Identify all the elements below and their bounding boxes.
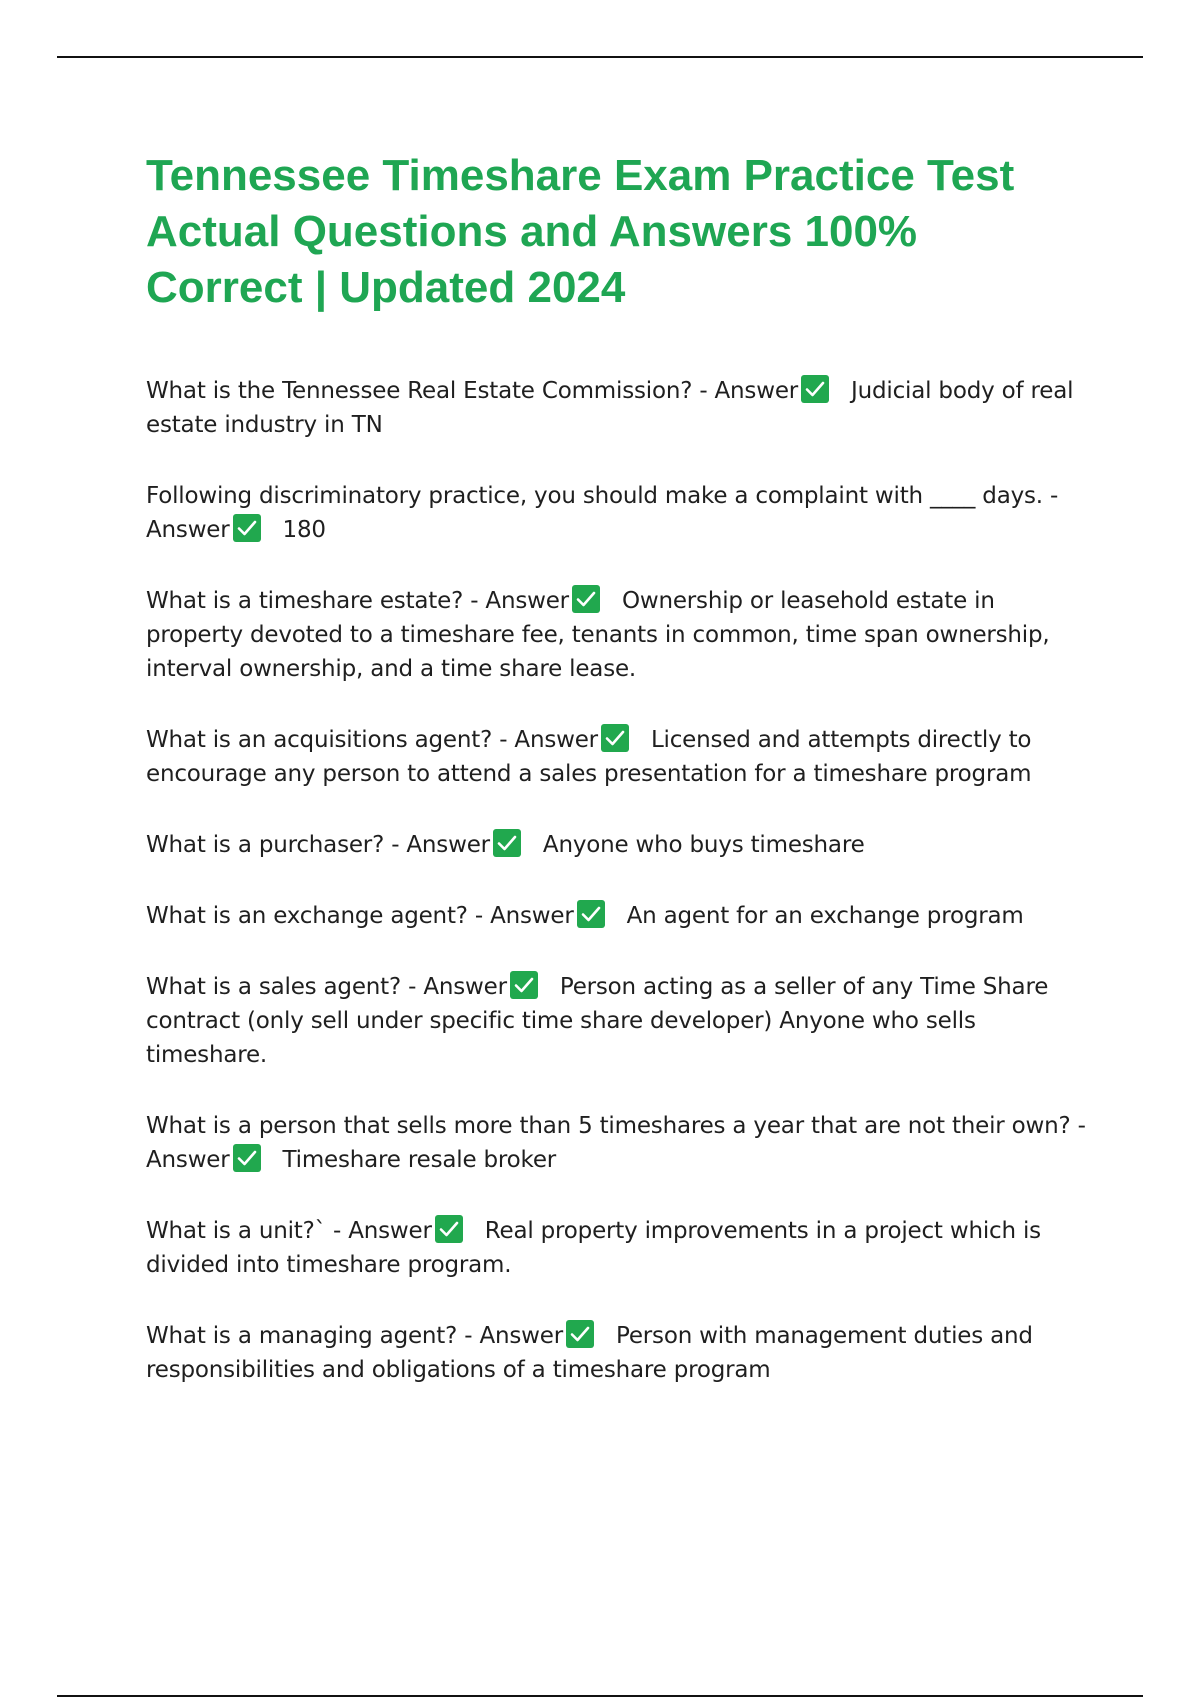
qa-item xyxy=(146,828,1096,862)
answer-label: - Answer xyxy=(692,378,799,404)
answer-text: 180 xyxy=(282,517,326,543)
answer-label: - Answer xyxy=(467,903,574,929)
answer-text: Real property improvements in a project which is divided into timeshare program. xyxy=(146,1218,1041,1278)
bottom-divider xyxy=(57,1695,1143,1697)
answer-text: Ownership or leasehold estate in property devoted to a timeshare fee, tenants in common, time span ownership, interval ownership, and a time share lease. xyxy=(146,588,1050,682)
check-mark-icon xyxy=(233,514,261,542)
qa-item xyxy=(146,1109,1096,1177)
check-mark-icon xyxy=(566,1320,594,1348)
answer-label: - Answer xyxy=(146,483,1059,543)
answer-label: - Answer xyxy=(401,974,507,1000)
check-mark-icon xyxy=(801,375,829,403)
answer-label: - Answer xyxy=(384,832,490,858)
qa-item xyxy=(146,374,1096,442)
answer-text: Person with management duties and responsibilities and obligations of a timeshare program xyxy=(146,1323,1033,1383)
question-text: Following discriminatory practice, you should make a complaint with ____ days. xyxy=(146,483,1043,509)
answer-label: - Answer xyxy=(325,1218,432,1244)
check-mark-icon xyxy=(493,829,521,857)
answer-text: Licensed and attempts directly to encourage any person to attend a sales presentation for a timeshare program xyxy=(146,727,1032,787)
qa-item xyxy=(146,1214,1096,1282)
qa-list xyxy=(146,374,1096,1424)
top-divider xyxy=(57,56,1143,58)
answer-label: - Answer xyxy=(463,588,569,614)
question-text: What is the Tennessee Real Estate Commission? xyxy=(146,378,693,404)
page-title: Tennessee Timeshare Exam Practice Test Actual Questions and Answers 100% Correct | Updated 2024 xyxy=(146,151,1015,312)
qa-item xyxy=(146,1319,1096,1387)
qa-item xyxy=(146,899,1096,933)
answer-text: Judicial body of real estate industry in TN xyxy=(146,378,1074,438)
question-text: What is a person that sells more than 5 timeshares a year that are not their own? xyxy=(146,1113,1071,1139)
answer-label: - Answer xyxy=(146,1113,1086,1173)
question-text: What is a sales agent? xyxy=(146,974,401,1000)
answer-text: Person acting as a seller of any Time Share contract (only sell under specific time share developer) Anyone who sells timeshare. xyxy=(146,974,1049,1068)
answer-label: - Answer xyxy=(492,727,598,753)
question-text: What is a managing agent? xyxy=(146,1323,458,1349)
check-mark-icon xyxy=(601,724,629,752)
check-mark-icon xyxy=(510,971,538,999)
question-text: What is a purchaser? xyxy=(146,832,385,858)
question-text: What is a timeshare estate? xyxy=(146,588,464,614)
check-mark-icon xyxy=(435,1215,463,1243)
qa-item xyxy=(146,970,1096,1072)
qa-item xyxy=(146,584,1096,686)
answer-text: An agent for an exchange program xyxy=(626,903,1024,929)
question-text: What is a unit?` xyxy=(146,1218,326,1244)
answer-text: Timeshare resale broker xyxy=(282,1147,557,1173)
question-text: What is an acquisitions agent? xyxy=(146,727,493,753)
qa-item xyxy=(146,479,1096,547)
check-mark-icon xyxy=(577,900,605,928)
check-mark-icon xyxy=(572,585,600,613)
question-text: What is an exchange agent? xyxy=(146,903,468,929)
check-mark-icon xyxy=(233,1144,261,1172)
qa-item xyxy=(146,723,1096,791)
answer-text: Anyone who buys timeshare xyxy=(542,832,865,858)
answer-label: - Answer xyxy=(457,1323,563,1349)
